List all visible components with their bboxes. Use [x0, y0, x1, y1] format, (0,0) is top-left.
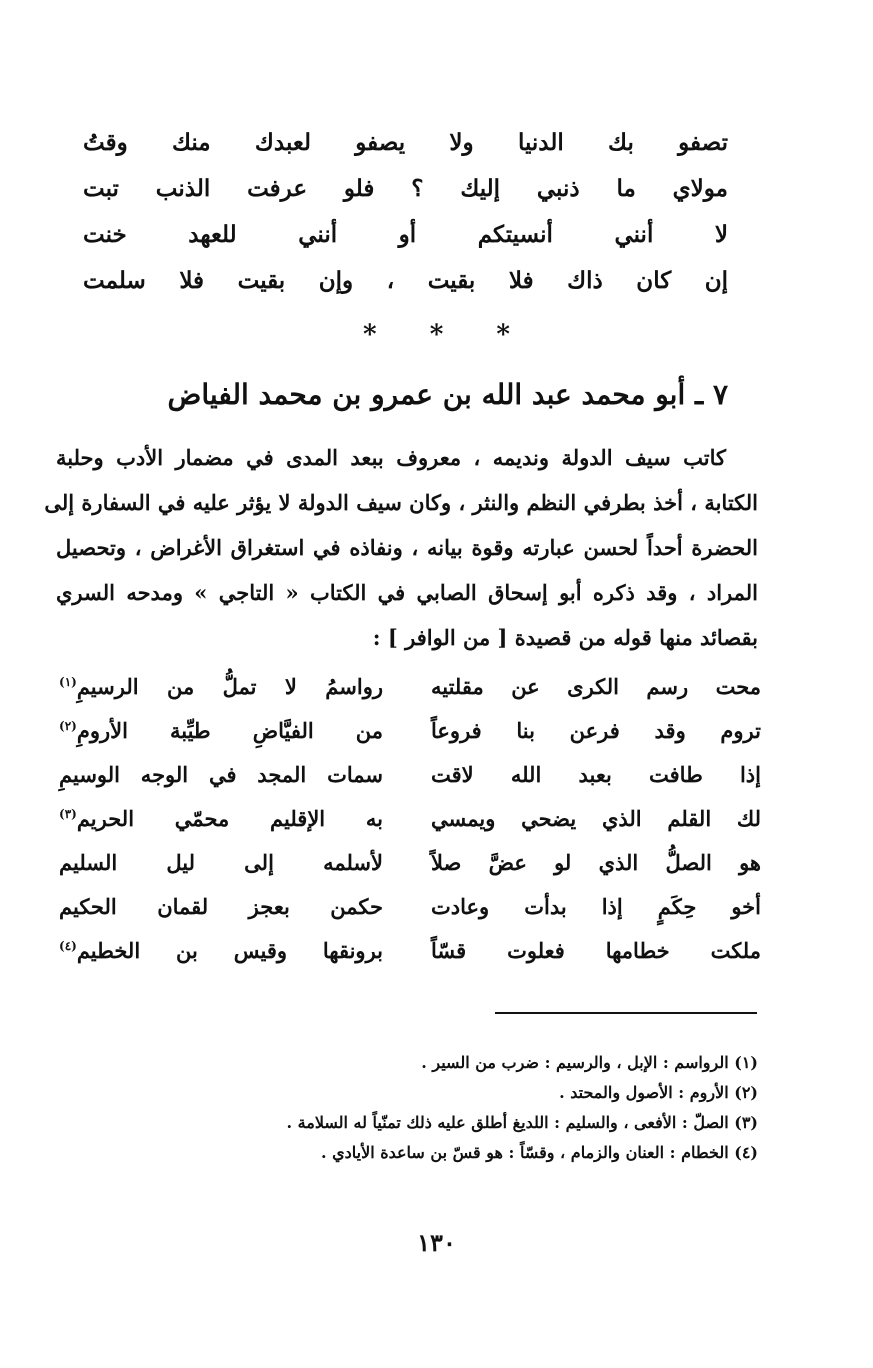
footnote: (٣) الصلّ : الأفعى ، والسليم : اللديغ أطلق عليه ذلك تمنّياً له السلامة . — [286, 1113, 758, 1132]
section-separator: * * * — [363, 320, 532, 350]
footnote-divider — [495, 1012, 757, 1014]
first-hemistich: ملكت خطامها فعلوت قسّاً — [431, 938, 761, 963]
top-verses — [83, 120, 728, 304]
second-hemistich — [59, 929, 383, 973]
verse-line: مولاي ما ذنبي إليك ؟ فلو عرفت الذنب تبت — [83, 175, 728, 202]
hemistich-text: من الفيَّاضِ طيِّبة الأرومِ — [76, 718, 383, 743]
hemistich-text: به الإقليم محمّي الحريم — [76, 806, 383, 831]
paragraph-line: المراد ، وقد ذكره أبو إسحاق الصابي في الكتاب « التاجي » ومدحه السري — [56, 580, 758, 605]
second-hemistich — [59, 665, 383, 709]
footnote-marker: (٤) — [59, 939, 77, 953]
footnote: (١) الرواسم : الإبل ، والرسيم : ضرب من السير . — [421, 1053, 758, 1072]
hemistich-text: برونقها وقيس بن الخطيم — [76, 938, 383, 963]
second-hemistich — [59, 797, 383, 841]
verse-line: إن كان ذاك فلا بقيت ، وإن بقيت فلا سلمت — [83, 267, 728, 294]
hemistich-text: حكمن بعجز لقمان الحكيم — [59, 894, 383, 919]
first-hemistich: محت رسم الكرى عن مقلتيه — [431, 674, 761, 699]
poem-verse — [59, 753, 761, 797]
first-hemistich: إذا طافت بعبد الله لاقت — [431, 762, 761, 787]
verse-line: لا أنني أنسيتكم أو أنني للعهد خنت — [83, 221, 728, 248]
footnote: (٤) الخطام : العنان والزمام ، وقسّاً : هو قسّ بن ساعدة الأيادي . — [320, 1143, 758, 1162]
poem-verse — [59, 665, 761, 709]
footnote-marker: (٢) — [59, 719, 77, 733]
footnote-marker: (١) — [59, 675, 77, 689]
section-heading: ٧ ـ أبو محمد عبد الله بن عمرو بن محمد الفياض — [167, 378, 728, 411]
hemistich-text: سمات المجد في الوجه الوسيمِ — [59, 762, 383, 787]
verse-line: تصفو بك الدنيا ولا يصفو لعبدك منك وقتُ — [83, 129, 728, 156]
paragraph-line: بقصائد منها قوله من قصيدة [ من الوافر ] : — [372, 625, 758, 650]
poem-verse — [59, 885, 761, 929]
second-hemistich — [59, 753, 383, 797]
second-hemistich — [59, 841, 383, 885]
second-hemistich — [59, 709, 383, 753]
poem-verse — [59, 841, 761, 885]
footnote-marker: (٣) — [59, 807, 77, 821]
first-hemistich: أخو حِكَمٍ إذا بدأت وعادت — [431, 894, 761, 919]
footnote: (٢) الأروم : الأصول والمحتد . — [559, 1083, 758, 1102]
page-number: ١٣٠ — [417, 1228, 456, 1257]
hemistich-text: لأسلمه إلى ليل السليم — [59, 850, 383, 875]
biography-paragraph — [44, 435, 758, 660]
hemistich-text: رواسمُ لا تملُّ من الرسيمِ — [76, 674, 383, 699]
paragraph-line: الحضرة أحداً لحسن عبارته وقوة بيانه ، ونفاذه في استغراق الأغراض ، وتحصيل — [56, 535, 758, 560]
poem-verse — [59, 929, 761, 973]
paragraph-line: كاتب سيف الدولة ونديمه ، معروف ببعد المدى في مضمار الأدب وحلبة — [56, 445, 726, 470]
footnotes — [118, 1048, 758, 1168]
paragraph-line: الكتابة ، أخذ بطرفي النظم والنثر ، وكان سيف الدولة لا يؤثر عليه في السفارة إلى — [44, 490, 758, 515]
poem — [59, 665, 761, 973]
first-hemistich: لك القلم الذي يضحي ويمسي — [431, 806, 761, 831]
second-hemistich — [59, 885, 383, 929]
poem-verse — [59, 709, 761, 753]
poem-verse — [59, 797, 761, 841]
first-hemistich: هو الصلُّ الذي لو عضَّ صلاً — [431, 850, 761, 875]
first-hemistich: تروم وقد فرعن بنا فروعاً — [431, 718, 761, 743]
